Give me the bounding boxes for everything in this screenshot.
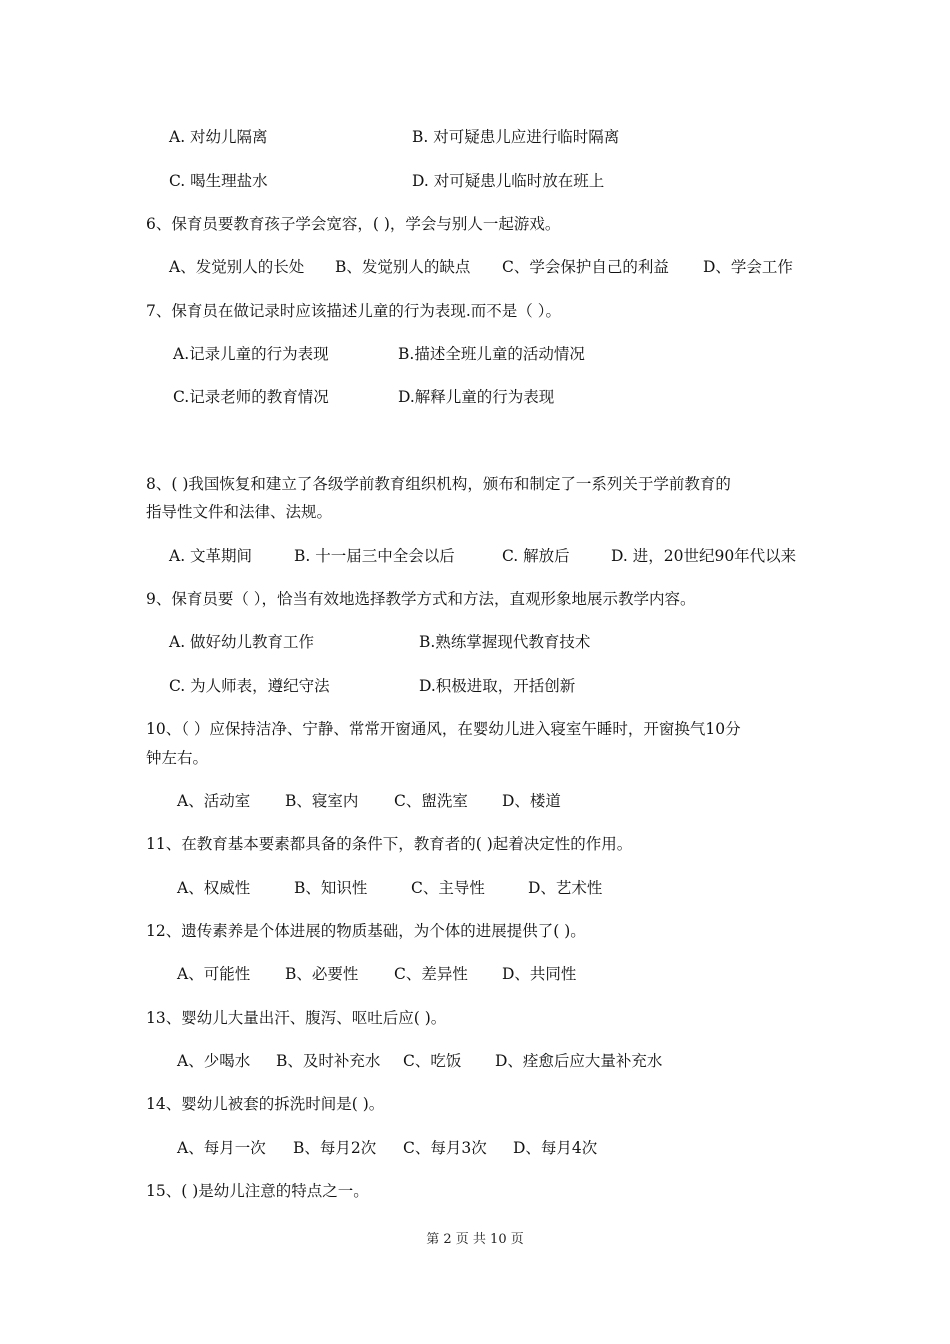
page-footer: 第 2 页 共 10 页 (426, 1232, 524, 1247)
q6-options (169, 257, 793, 277)
q11-option-a: A、权威性 (177, 879, 251, 897)
q14-option-a: A、每月一次 (177, 1139, 266, 1157)
q13-options (177, 1051, 662, 1071)
q11-options (177, 878, 602, 898)
q14-option-d: D、每月4次 (513, 1139, 598, 1157)
q10-option-c: C、盥洗室 (394, 792, 468, 810)
q6-option-b: B、发觉别人的缺点 (335, 258, 471, 276)
q6-option-d: D、学会工作 (703, 258, 793, 276)
q12-stem: 12、遗传素养是个体进展的物质基础，为个体的进展提供了( )。 (146, 922, 586, 940)
q13-option-d: D、痊愈后应大量补充水 (495, 1052, 663, 1070)
q9-option-c: C. 为人师表，遵纪守法 (169, 677, 330, 695)
q6-stem: 6、保育员要教育孩子学会宽容，( )，学会与别人一起游戏。 (146, 215, 561, 233)
q9-option-b: B.熟练掌握现代教育技术 (419, 633, 591, 651)
q12-option-d: D、共同性 (502, 965, 577, 983)
q13-option-b: B、及时补充水 (276, 1052, 381, 1070)
q14-stem: 14、婴幼儿被套的拆洗时间是( )。 (146, 1095, 385, 1113)
q13-option-c: C、吃饭 (403, 1052, 462, 1070)
q13-stem: 13、婴幼儿大量出汗、腹泻、呕吐后应( )。 (146, 1009, 447, 1027)
q5-option-b: B. 对可疑患儿应进行临时隔离 (412, 128, 620, 146)
q8-stem-line2: 指导性文件和法律、法规。 (146, 503, 333, 521)
q8-option-d: D. 进，20世纪90年代以来 (611, 547, 797, 565)
q11-option-c: C、主导性 (411, 879, 485, 897)
q7-stem: 7、保育员在做记录时应该描述儿童的行为表现.而不是（ ）。 (146, 302, 561, 320)
q10-options (177, 791, 561, 811)
q11-option-b: B、知识性 (294, 879, 368, 897)
q7-option-b: B.描述全班儿童的活动情况 (398, 345, 585, 363)
q12-option-a: A、可能性 (177, 965, 251, 983)
q10-option-d: D、楼道 (502, 792, 561, 810)
q7-option-d: D.解释儿童的行为表现 (398, 388, 555, 406)
q9-options-row1 (169, 632, 590, 652)
q5-option-a: A. 对幼儿隔离 (169, 128, 268, 146)
q5-options-row1 (169, 127, 619, 147)
q12-option-c: C、差异性 (394, 965, 468, 983)
q9-option-a: A. 做好幼儿教育工作 (169, 633, 315, 651)
q8-option-a: A. 文革期间 (169, 547, 253, 565)
q15-stem: 15、( )是幼儿注意的特点之一。 (146, 1182, 369, 1200)
q9-options-row2 (169, 676, 575, 696)
q5-option-d: D. 对可疑患儿临时放在班上 (412, 172, 605, 190)
q14-options (177, 1138, 597, 1158)
q14-option-b: B、每月2次 (293, 1139, 377, 1157)
q9-option-d: D.积极进取，开括创新 (419, 677, 576, 695)
q8-option-b: B. 十一届三中全会以后 (294, 547, 455, 565)
q5-option-c: C. 喝生理盐水 (169, 172, 268, 190)
q5-options-row2 (169, 171, 604, 191)
q14-option-c: C、每月3次 (403, 1139, 487, 1157)
q10-option-b: B、寝室内 (285, 792, 359, 810)
q9-stem: 9、保育员要（ ），恰当有效地选择教学方式和方法，直观形象地展示教学内容。 (146, 590, 696, 608)
q11-stem: 11、在教育基本要素都具备的条件下，教育者的( )起着决定性的作用。 (146, 835, 633, 853)
q10-stem-line2: 钟左右。 (146, 749, 209, 767)
q7-options-row2 (173, 387, 554, 407)
q10-stem-line1: 10、（ ）应保持洁净、宁静、常常开窗通风，在婴幼儿进入寝室午睡时，开窗换气10分 (146, 720, 741, 738)
q10-option-a: A、活动室 (177, 792, 251, 810)
q6-option-a: A、发觉别人的长处 (169, 258, 305, 276)
q8-stem-line1: 8、( )我国恢复和建立了各级学前教育组织机构，颁布和制定了一系列关于学前教育的 (146, 475, 731, 493)
q13-option-a: A、少喝水 (177, 1052, 251, 1070)
q6-option-c: C、学会保护自己的利益 (502, 258, 669, 276)
q8-option-c: C. 解放后 (502, 547, 570, 565)
q12-option-b: B、必要性 (285, 965, 359, 983)
q8-options (169, 546, 796, 566)
q11-option-d: D、艺术性 (528, 879, 603, 897)
q12-options (177, 964, 576, 984)
q7-option-c: C.记录老师的教育情况 (173, 388, 329, 406)
q7-options-row1 (173, 344, 585, 364)
q7-option-a: A.记录儿童的行为表现 (173, 345, 329, 363)
